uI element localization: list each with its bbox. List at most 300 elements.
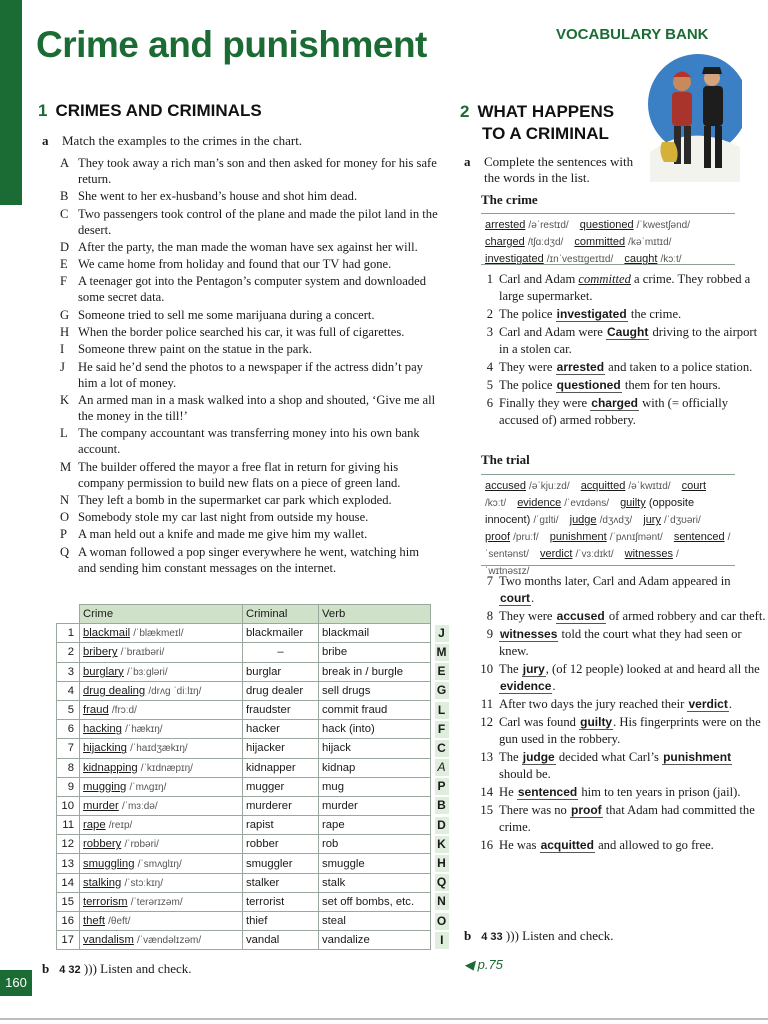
word-item	[517, 497, 609, 509]
crime-cell	[80, 873, 243, 892]
sentence-text	[499, 784, 768, 801]
row-number: 15	[57, 892, 80, 911]
row-number: 12	[57, 835, 80, 854]
crime-word: drug dealing	[83, 684, 146, 697]
example-letter: C	[60, 206, 69, 221]
verb-cell: kidnap	[319, 758, 431, 777]
page-reference-link[interactable]: ◀ p.75	[464, 957, 503, 972]
answer-box[interactable]: C	[435, 740, 449, 757]
sentence-after: , (of 12 people) looked at and heard all the	[545, 662, 760, 676]
sentence-text	[499, 802, 768, 836]
sentence-item	[476, 271, 768, 305]
sentence-text	[499, 271, 768, 305]
word-ipa: /ˈsentənst/	[485, 532, 731, 560]
row-number: 11	[57, 816, 80, 835]
sentence-text	[499, 837, 768, 854]
word-ipa: /əˈrestɪd/	[528, 220, 569, 231]
word-ipa: /ɪnˈvestɪgeɪtɪd/	[546, 254, 614, 265]
sentence-text	[499, 377, 768, 394]
criminal-cell: blackmailer	[243, 624, 319, 643]
sentence-number: 1	[486, 272, 493, 286]
examples-list	[60, 155, 440, 577]
answer-box[interactable]: N	[435, 893, 449, 910]
answer-box[interactable]: Q	[435, 874, 449, 891]
sentence-before: After two days the jury reached their	[499, 697, 688, 711]
answer-box[interactable]: K	[435, 836, 449, 853]
answer-box[interactable]: G	[435, 682, 449, 699]
crime-subheading: The crime	[481, 192, 538, 207]
sentence-item	[476, 608, 768, 625]
verb-cell: mug	[319, 777, 431, 796]
section1-heading	[38, 101, 262, 121]
audio-track-code: 4 32	[59, 964, 81, 976]
answer-cell	[431, 892, 453, 911]
sentence-before: He	[499, 785, 517, 799]
crime-word: fraud	[83, 704, 109, 717]
sentence-text	[499, 696, 768, 713]
table-row	[57, 854, 453, 873]
trial-subheading: The trial	[481, 452, 530, 467]
word-ipa: /kəˈmɪtɪd/	[628, 237, 672, 248]
word-ipa: /əˈkjuːzd/	[529, 481, 570, 492]
section1-title: CRIMES AND CRIMINALS	[55, 101, 262, 120]
criminal-cell: stalker	[243, 873, 319, 892]
sentence-after: a crime. They robbed a large supermarket.	[499, 272, 751, 303]
sentence-item	[476, 802, 768, 836]
answer-cell	[431, 700, 453, 719]
example-item	[60, 509, 440, 525]
crime-ipa: /drʌg ˈdiːlɪŋ/	[148, 685, 202, 697]
crime-word: smuggling	[83, 857, 135, 870]
section2-a-instruction: a Complete the sentences with the words in the list.	[464, 154, 634, 185]
word: arrested	[485, 219, 526, 231]
verb-cell: hack (into)	[319, 720, 431, 739]
sentence-number: 7	[486, 574, 493, 588]
crime-ipa: /ˈhækɪŋ/	[125, 724, 163, 736]
row-number: 17	[57, 931, 80, 950]
crime-word: mugging	[83, 780, 127, 793]
answer-fill[interactable]: sentenced	[517, 785, 578, 799]
sentence-after: should be.	[499, 767, 551, 781]
sentence-item	[476, 377, 768, 394]
sentence-number: 5	[486, 378, 493, 392]
sentence-before: The police	[499, 378, 556, 392]
example-letter: F	[60, 274, 68, 289]
example-text: They took away a rich man’s son and then asked for money for his safe return.	[78, 156, 437, 186]
row-number: 14	[57, 873, 80, 892]
section2-heading	[460, 101, 640, 145]
answer-box[interactable]: D	[435, 817, 449, 834]
sentence-after: driving to the airport in a stolen car.	[499, 325, 758, 356]
section1-number: 1	[38, 101, 48, 120]
answer-fill[interactable]: punishment	[663, 750, 732, 764]
crime-cell	[80, 643, 243, 662]
answer-fill[interactable]: evidence	[500, 679, 552, 693]
example-text: An armed man in a mask walked into a shop and shouted, ‘Give me all the money in the till!’	[78, 392, 436, 423]
example-item	[60, 206, 440, 238]
sentence-item	[476, 306, 768, 323]
sentence-text	[499, 749, 768, 783]
answer-fill[interactable]: investigated	[556, 307, 627, 321]
criminal-cell: thief	[243, 912, 319, 931]
word-ipa: /kɔːt/	[660, 254, 682, 265]
col-header-crime: Crime	[80, 605, 243, 624]
sentence-item	[476, 784, 768, 801]
example-item	[60, 425, 440, 457]
section1-a-instruction: a Match the examples to the crimes in the chart.	[42, 133, 303, 148]
example-item	[60, 256, 440, 272]
example-letter: I	[60, 342, 65, 357]
word-ipa: /ˈwɪtnəsɪz/	[485, 549, 679, 577]
word-item	[485, 236, 563, 248]
answer-cell	[431, 681, 453, 700]
word-item	[624, 253, 681, 265]
example-text: A man held out a knife and made me give him my wallet.	[78, 527, 368, 542]
crime-cell	[80, 777, 243, 796]
sentence-text	[499, 306, 768, 323]
sentence-item	[476, 626, 768, 660]
sentence-number: 6	[486, 396, 493, 410]
word: jury	[643, 514, 661, 526]
section2-title-line1: WHAT HAPPENS	[477, 102, 615, 121]
table-row	[57, 816, 453, 835]
verb-cell: break in / burgle	[319, 662, 431, 681]
sentence-number: 10	[480, 662, 493, 676]
sentence-text	[499, 573, 768, 607]
example-letter: O	[60, 510, 70, 525]
side-color-bar	[0, 0, 22, 205]
example-item	[60, 239, 440, 255]
word-item	[540, 548, 614, 560]
sentence-item	[476, 661, 768, 695]
sentence-before: Carl and Adam	[499, 272, 579, 286]
table-header-row	[57, 605, 453, 624]
table-row	[57, 873, 453, 892]
word-item	[485, 531, 539, 543]
example-text: They left a bomb in the supermarket car park which exploded.	[78, 492, 392, 507]
crime-word-list	[481, 213, 735, 265]
example-item	[60, 273, 440, 305]
crime-ipa: /ˈsmʌglɪŋ/	[137, 858, 182, 870]
answer-cell	[431, 931, 453, 950]
example-item	[60, 341, 440, 357]
crime-word: theft	[83, 915, 105, 928]
sentence-number: 16	[480, 838, 493, 852]
answer-fill[interactable]: court	[500, 591, 530, 605]
sentence-item	[476, 395, 768, 429]
crime-ipa: /ˈrɒbəri/	[124, 839, 159, 851]
crime-cell	[80, 912, 243, 931]
crime-ipa: /θeft/	[108, 916, 131, 928]
word-ipa: /tʃɑːdʒd/	[527, 237, 564, 248]
answer-fill[interactable]: guilty	[580, 715, 613, 729]
row-number: 9	[57, 777, 80, 796]
word: verdict	[539, 548, 573, 560]
answer-box[interactable]: H	[435, 855, 449, 872]
row-number: 6	[57, 720, 80, 739]
example-letter: D	[60, 239, 70, 254]
police-arrest-illustration	[640, 52, 742, 182]
crime-word: stalking	[83, 876, 122, 889]
answer-fill[interactable]: acquitted	[540, 838, 594, 852]
crime-word: robbery	[83, 838, 122, 851]
crime-ipa: /ˈmʌgɪŋ/	[129, 781, 167, 793]
crime-ipa: /ˈbraɪbəri/	[120, 647, 165, 659]
answer-fill[interactable]: proof	[571, 803, 602, 817]
verb-cell: murder	[319, 796, 431, 815]
sentence-number: 14	[480, 785, 493, 799]
example-item	[60, 544, 440, 576]
example-item	[60, 359, 440, 391]
col-header-verb: Verb	[319, 605, 431, 624]
sentence-item	[476, 359, 768, 376]
answer-cell	[431, 796, 453, 815]
word-ipa: /ˈpʌnɪʃmənt/	[609, 532, 663, 543]
example-text: The company accountant was transferring money into his own bank account.	[78, 426, 420, 457]
trial-sentences-list	[476, 573, 768, 855]
sentence-item	[476, 573, 768, 607]
crime-word: kidnapping	[83, 761, 138, 774]
answer-box[interactable]: P	[435, 778, 449, 795]
crime-ipa: /ˈkɪdnæpɪŋ/	[140, 762, 193, 774]
example-letter: J	[60, 359, 65, 374]
example-text: When the border police searched his car, it was full of cigarettes.	[78, 325, 405, 340]
answer-fill[interactable]: verdict	[688, 697, 728, 711]
answer-fill[interactable]: Caught	[607, 325, 649, 339]
sentence-before: The	[499, 662, 522, 676]
table-row	[57, 739, 453, 758]
answer-box[interactable]: B	[435, 797, 449, 814]
vocabulary-bank-label: VOCABULARY BANK	[556, 26, 709, 43]
criminal-cell: hijacker	[243, 739, 319, 758]
word: evidence	[517, 497, 562, 509]
criminal-cell: mugger	[243, 777, 319, 796]
table-row	[57, 681, 453, 700]
criminal-cell: rapist	[243, 816, 319, 835]
answer-cell	[431, 624, 453, 643]
word-ipa: /əˈkwɪtɪd/	[628, 481, 671, 492]
table-row	[57, 700, 453, 719]
crime-ipa: /ˈmɜːdə/	[121, 800, 158, 812]
crime-cell	[80, 892, 243, 911]
word: judge	[569, 514, 597, 526]
sentence-before: The police	[499, 307, 556, 321]
answer-box[interactable]: I	[435, 932, 449, 949]
answer-fill[interactable]: arrested	[556, 360, 605, 374]
answer-box[interactable]: A	[435, 759, 449, 776]
example-item	[60, 459, 440, 491]
crime-word: murder	[83, 799, 119, 812]
verb-cell: rob	[319, 835, 431, 854]
crime-cell	[80, 796, 243, 815]
word-ipa: /kɔːt/	[485, 498, 507, 509]
section2-b-instruction: b 4 33 ))) Listen and check.	[464, 928, 614, 943]
row-number: 2	[57, 643, 80, 662]
crime-word: blackmail	[83, 627, 131, 640]
crime-cell	[80, 624, 243, 643]
crime-cell	[80, 816, 243, 835]
answer-cell	[431, 758, 453, 777]
example-item	[60, 324, 440, 340]
sentence-number: 11	[480, 697, 493, 711]
example-text: A woman followed a pop singer everywhere he went, watching him and sending him constant messages on the internet.	[78, 544, 419, 575]
example-text: A teenager got into the Pentagon’s computer system and downloaded some secret data.	[78, 274, 427, 305]
example-text: He said he’d send the photos to a newspaper if the actress didn’t pay him a lot of money.	[78, 359, 423, 390]
answer-box[interactable]: E	[435, 663, 449, 680]
answer-box[interactable]: O	[435, 913, 449, 930]
answer-cell	[431, 854, 453, 873]
word: court	[681, 480, 707, 492]
answer-cell	[431, 643, 453, 662]
verb-cell: hijack	[319, 739, 431, 758]
answer-cell	[431, 662, 453, 681]
criminal-cell: robber	[243, 835, 319, 854]
word-ipa: /ˈvɜːdɪkt/	[575, 549, 614, 560]
word-ipa: /ˈdʒʊəri/	[664, 515, 701, 526]
example-letter: P	[60, 527, 68, 542]
sentence-item	[476, 837, 768, 854]
crime-ipa: /ˈvændəlɪzəm/	[137, 935, 202, 947]
crime-cell	[80, 662, 243, 681]
crime-sentences-list	[476, 271, 768, 430]
sentence-after: and taken to a police station.	[605, 360, 753, 374]
trial-word-list	[481, 474, 735, 577]
answer-fill[interactable]: jury	[522, 662, 545, 676]
crime-word: bribery	[83, 646, 118, 659]
crime-ipa: /frɔːd/	[111, 705, 137, 717]
sentence-item	[476, 696, 768, 713]
sentence-text	[499, 608, 768, 625]
sentence-before: They were	[499, 609, 556, 623]
word-item	[550, 531, 663, 543]
answer-box[interactable]: L	[435, 702, 449, 719]
word: accused	[485, 480, 526, 492]
criminal-cell: drug dealer	[243, 681, 319, 700]
crime-table	[56, 604, 453, 950]
answer-box[interactable]: F	[435, 721, 449, 738]
word-ipa: /dʒʌdʒ/	[599, 515, 633, 526]
answer-box[interactable]: J	[435, 625, 449, 642]
page-title: Crime and punishment	[36, 24, 427, 65]
answer-cell	[431, 835, 453, 854]
answer-cell	[431, 777, 453, 796]
word: guilty	[620, 497, 646, 509]
crime-cell	[80, 931, 243, 950]
crime-cell	[80, 700, 243, 719]
sentence-after: and allowed to go free.	[594, 838, 714, 852]
crime-cell	[80, 835, 243, 854]
answer-cell	[431, 912, 453, 931]
audio-icon[interactable]: )))	[80, 961, 101, 976]
crime-word: hijacking	[83, 742, 127, 755]
answer-fill[interactable]: committed	[578, 272, 631, 286]
answer-cell	[431, 720, 453, 739]
crime-ipa: /reɪp/	[108, 820, 133, 832]
crime-word: terrorism	[83, 895, 128, 908]
answer-cell	[431, 873, 453, 892]
crime-cell	[80, 720, 243, 739]
verb-cell: set off bombs, etc.	[319, 892, 431, 911]
example-letter: E	[60, 257, 68, 272]
sentence-text	[499, 395, 768, 429]
audio-icon[interactable]: )))	[502, 928, 523, 943]
answer-fill[interactable]: witnesses	[500, 627, 558, 641]
row-number: 10	[57, 796, 80, 815]
sentence-after: told the court what they had seen or knew.	[499, 627, 742, 658]
verb-cell: rape	[319, 816, 431, 835]
verb-cell: vandalize	[319, 931, 431, 950]
word-item	[643, 514, 701, 526]
crime-word: rape	[83, 819, 106, 832]
row-number: 8	[57, 758, 80, 777]
sentence-text	[499, 324, 768, 358]
word: acquitted	[580, 480, 626, 492]
example-text: We came home from holiday and found that our TV had gone.	[78, 257, 392, 272]
table-row	[57, 720, 453, 739]
sentence-number: 13	[480, 750, 493, 764]
crime-cell	[80, 681, 243, 700]
crime-word: burglary	[83, 665, 124, 678]
example-item	[60, 188, 440, 204]
word: charged	[485, 236, 525, 248]
table-row	[57, 662, 453, 681]
page-number: 160	[0, 970, 32, 996]
table-row	[57, 777, 453, 796]
sentence-after: . His fingerprints were on the gun used in the robbery.	[499, 715, 761, 746]
crime-cell	[80, 739, 243, 758]
crime-ipa: /ˈblækmeɪl/	[133, 628, 184, 640]
sentence-number: 12	[480, 715, 493, 729]
sentence-before: Carl and Adam were	[499, 325, 607, 339]
word-ipa: /ˈgɪlti/	[533, 515, 559, 526]
example-text: The builder offered the mayor a free flat in return for giving his company permission to build new flats on a piece of green land.	[78, 459, 401, 490]
word-item	[581, 480, 671, 492]
sentence-before: Finally they were	[499, 396, 591, 410]
table-row	[57, 912, 453, 931]
example-letter: A	[60, 156, 70, 170]
sentence-number: 15	[480, 803, 493, 817]
example-letter: N	[60, 492, 70, 507]
row-number: 1	[57, 624, 80, 643]
row-number: 13	[57, 854, 80, 873]
example-letter: L	[60, 426, 68, 441]
example-item	[60, 155, 440, 187]
sentence-after: .	[552, 679, 556, 693]
answer-fill[interactable]: charged	[591, 396, 638, 410]
sentence-after: the crime.	[627, 307, 682, 321]
answer-fill[interactable]: judge	[522, 750, 555, 764]
word: punishment	[549, 531, 607, 543]
criminal-cell: smuggler	[243, 854, 319, 873]
sentence-after: .	[728, 697, 732, 711]
sentence-text	[499, 714, 768, 748]
row-number: 5	[57, 700, 80, 719]
crime-ipa: /ˈterərɪzəm/	[130, 896, 183, 908]
table-row	[57, 643, 453, 662]
sentence-before: The	[499, 750, 522, 764]
col-header-criminal: Criminal	[243, 605, 319, 624]
example-item	[60, 307, 440, 323]
bottom-divider	[0, 1018, 768, 1020]
answer-fill[interactable]: questioned	[556, 378, 621, 392]
answer-box[interactable]: M	[436, 644, 447, 659]
audio-track-code: 4 33	[481, 931, 503, 943]
verb-cell: smuggle	[319, 854, 431, 873]
answer-fill[interactable]: accused	[556, 609, 605, 623]
row-number: 7	[57, 739, 80, 758]
sentence-number: 4	[486, 360, 493, 374]
sentence-number: 2	[486, 307, 493, 321]
